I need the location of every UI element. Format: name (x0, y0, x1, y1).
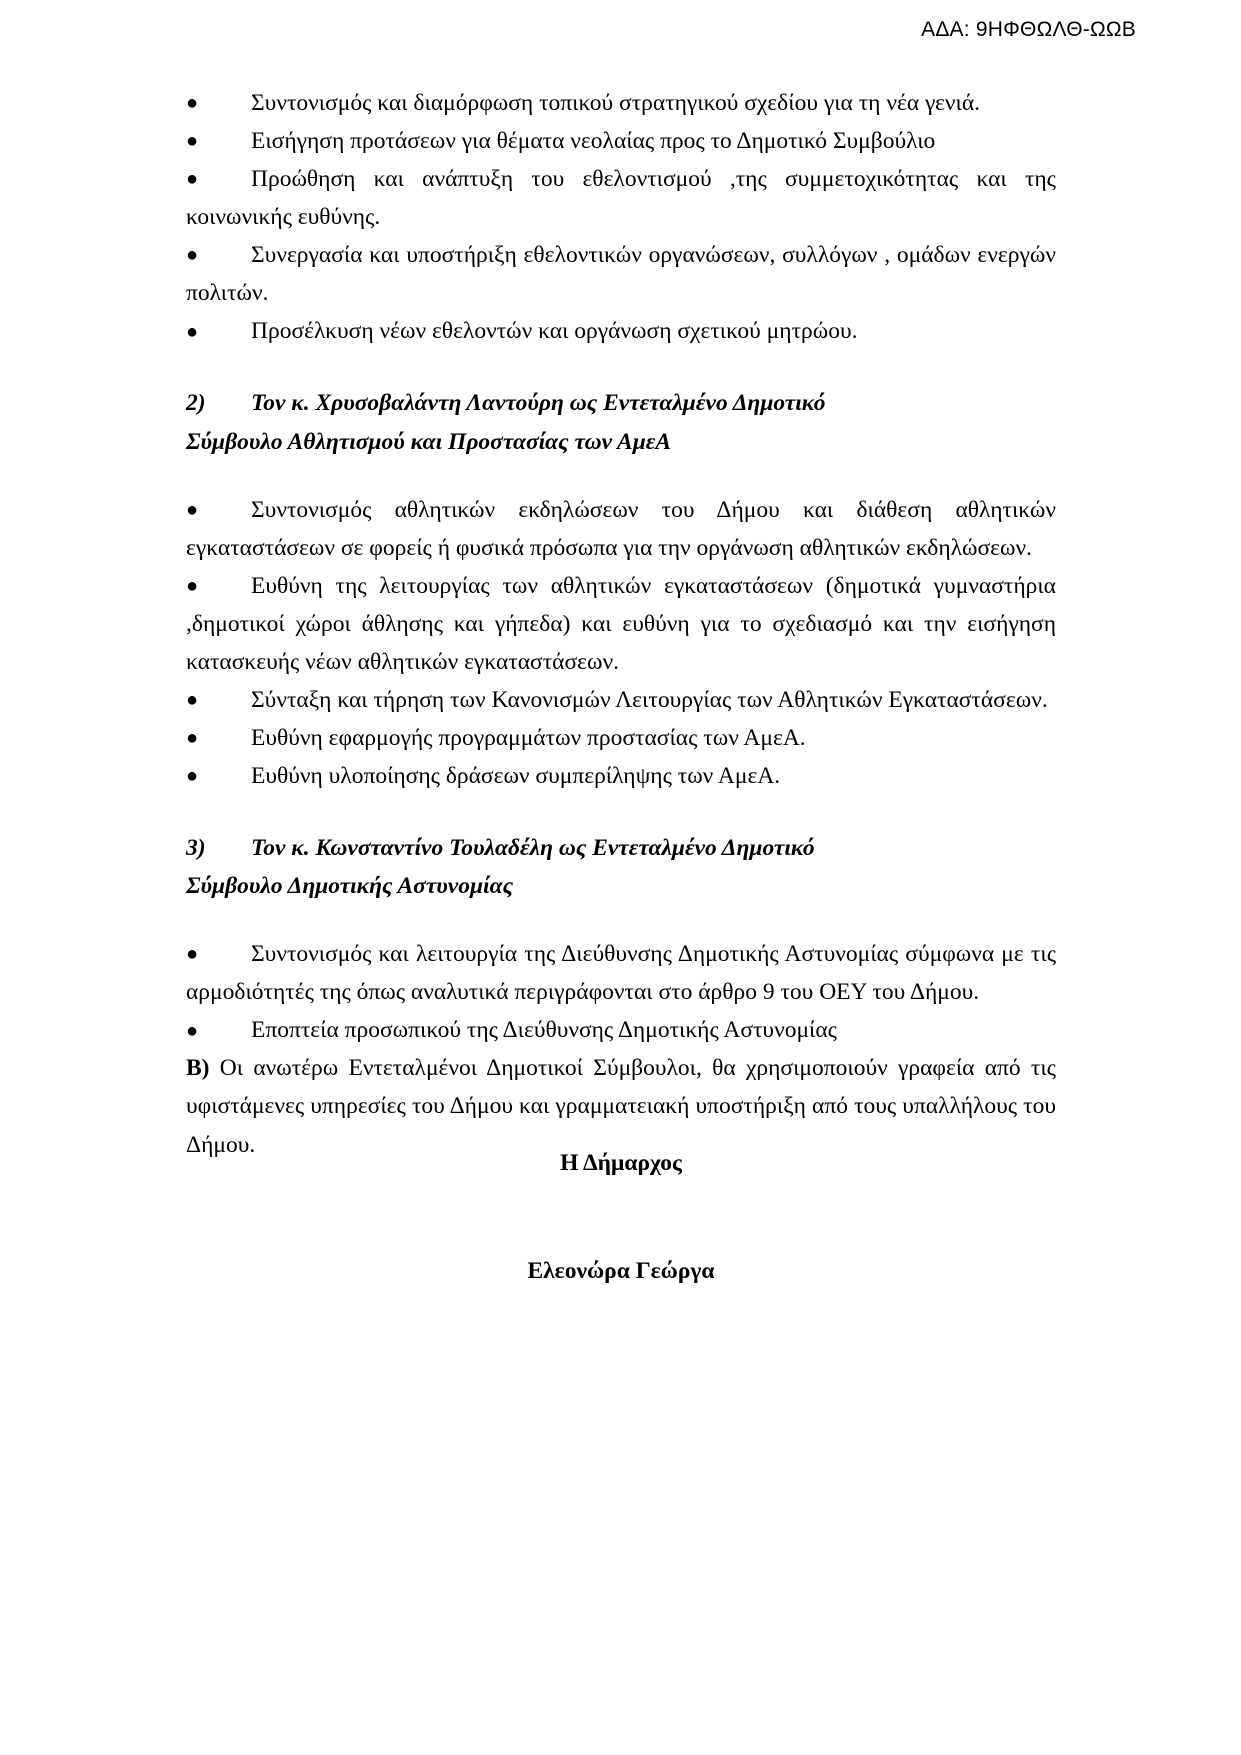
list-item-text: Εισήγηση προτάσεων για θέματα νεολαίας προς το Δημοτικό Συμβούλιο (251, 128, 936, 155)
section-spacer (186, 350, 1056, 384)
document-body (186, 84, 1056, 1164)
bullet-icon: ● (186, 1019, 199, 1042)
paragraph-b-text: Οι ανωτέρω Εντεταλμένοι Δημοτικοί Σύμβουλοι, θα χρησιμοποιούν γραφεία από τις υφιστάμενες υπηρεσίες του Δήμου και γραμματειακή υποστήριξη από τους υπαλλήλους του Δήμου. (186, 1055, 1056, 1158)
bullet-icon: ● (186, 689, 199, 712)
heading-number: 2) (186, 390, 206, 417)
bullet-list-section-one (186, 84, 1056, 350)
heading-text-line-two: Σύμβουλο Δημοτικής Αστυνομίας (186, 873, 514, 900)
section-spacer (186, 795, 1056, 829)
list-item (186, 491, 1056, 567)
list-item-text: Συνεργασία και υποστήριξη εθελοντικών οργανώσεων, συλλόγων , ομάδων ενεργών πολιτών. (186, 242, 1056, 307)
list-item-text: Ευθύνη της λειτουργίας των αθλητικών εγκαταστάσεων (δημοτικά γυμναστήρια ,δημοτικοί χώροι άθλησης και γήπεδα) και ευθύνη για το σχεδιασμό και την εισήγηση κατασκευής νέων αθλητικών εγκαταστάσεων. (186, 572, 1056, 675)
bullet-list-section-three (186, 935, 1056, 1049)
bullet-icon: ● (186, 130, 199, 153)
bullet-icon: ● (186, 244, 199, 267)
ada-stamp-header: ΑΔΑ: 9ΗΦΘΩΛΘ-ΩΩΒ (921, 18, 1136, 41)
list-item (186, 122, 1056, 160)
list-item (186, 757, 1056, 795)
list-item-text: Προώθηση και ανάπτυξη του εθελοντισμού ,της συμμετοχικότητας και της κοινωνικής ευθύνης. (186, 166, 1056, 231)
bullet-icon: ● (186, 765, 199, 788)
list-item (186, 312, 1056, 350)
list-item-text: Συντονισμός και λειτουργία της Διεύθυνσης Δημοτικής Αστυνομίας σύμφωνα με τις αρμοδιότητές της όπως αναλυτικά περιγράφονται στο άρθρο 9 του ΟΕΥ του Δήμου. (186, 941, 1056, 1006)
heading-appointment-two-continued (186, 423, 1056, 461)
heading-text-line-two: Σύμβουλο Αθλητισμού και Προστασίας των ΑμεΑ (186, 428, 672, 455)
heading-appointment-two (186, 384, 1056, 422)
bullet-icon: ● (186, 943, 199, 966)
list-item (186, 160, 1056, 236)
bullet-icon: ● (186, 727, 199, 750)
list-item-text: Ευθύνη εφαρμογής προγραμμάτων προστασίας των ΑμεΑ. (251, 724, 806, 751)
list-item (186, 567, 1056, 681)
heading-text-line-one: Τον κ. Χρυσοβαλάντη Λαντούρη ως Εντεταλμένο Δημοτικό (251, 390, 826, 417)
paragraph-b-label: Β) (186, 1055, 210, 1082)
heading-text-line-one: Τον κ. Κωνσταντίνο Τουλαδέλη ως Εντεταλμένο Δημοτικό (251, 835, 815, 862)
bullet-list-section-two (186, 491, 1056, 796)
list-item-text: Προσέλκυση νέων εθελοντών και οργάνωση σχετικού μητρώου. (251, 318, 858, 345)
list-item (186, 719, 1056, 757)
list-item (186, 681, 1056, 719)
bullet-icon: ● (186, 574, 199, 597)
list-item-text: Εποπτεία προσωπικού της Διεύθυνσης Δημοτικής Αστυνομίας (251, 1017, 837, 1044)
list-item-text: Σύνταξη και τήρηση των Κανονισμών Λειτουργίας των Αθλητικών Εγκαταστάσεων. (251, 686, 1048, 713)
list-item (186, 84, 1056, 122)
bullet-icon: ● (186, 320, 199, 343)
list-item-text: Ευθύνη υλοποίησης δράσεων συμπερίληψης των ΑμεΑ. (251, 763, 781, 789)
list-item (186, 236, 1056, 312)
section-spacer (186, 905, 1056, 935)
list-item-text: Συντονισμός και διαμόρφωση τοπικού στρατηγικού σχεδίου για τη νέα γενιά. (251, 90, 981, 116)
signature-title: Η Δήμαρχος (560, 1150, 682, 1176)
list-item (186, 935, 1056, 1011)
section-spacer (186, 461, 1056, 491)
signature-name: Ελεονώρα Γεώργα (527, 1258, 715, 1284)
list-item (186, 1011, 1056, 1049)
paragraph-b (186, 1049, 1056, 1163)
list-item-text: Συντονισμός αθλητικών εκδηλώσεων του Δήμου και διάθεση αθλητικών εγκαταστάσεων σε φορείς ή φυσικά πρόσωπα για την οργάνωση αθλητικών εκδηλώσεων. (186, 496, 1056, 561)
bullet-icon: ● (186, 92, 199, 115)
heading-appointment-three-continued (186, 867, 1056, 905)
bullet-icon: ● (186, 498, 199, 521)
heading-appointment-three (186, 829, 1056, 867)
heading-number: 3) (186, 835, 206, 862)
bullet-icon: ● (186, 168, 199, 191)
